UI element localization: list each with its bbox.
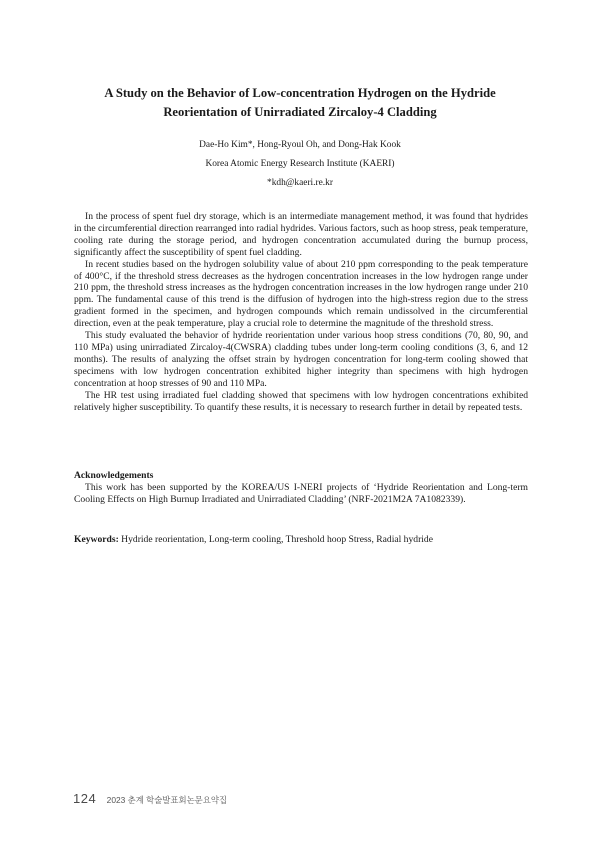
title-line-2: Reorientation of Unirradiated Zircaloy-4 Cladding: [163, 105, 437, 119]
keywords-label: Keywords:: [74, 534, 119, 545]
keywords-line: [74, 534, 528, 546]
body-paragraph-4: The HR test using irradiated fuel cladding showed that specimens with low hydrogen concentrations exhibited relatively higher susceptibility. To quantify these results, it is necessary to research further in detail by repeated tests.: [74, 389, 528, 413]
body-paragraph-2: In recent studies based on the hydrogen solubility value of about 210 ppm corresponding to the peak temperature of 400°C, if the threshold stress decreases as the hydrogen concentration increases in the low hydrogen range under 210 ppm, the threshold stress increases as the hydrogen concentration increases in the low hydrogen range under 210 ppm. The fundamental cause of this trend is the diffusion of hydrogen into the high-stress region due to the stress gradient formed in the specimen, and hydrogen compounds which remain undissolved in the circumferential direction, even at the peak temperature, play a crucial role to determine the magnitude of the threshold stress.: [74, 258, 528, 330]
keywords-text: Hydride reorientation, Long-term cooling, Threshold hoop Stress, Radial hydride: [121, 534, 433, 545]
corresponding-email: *kdh@kaeri.re.kr: [267, 178, 333, 188]
body-paragraph-3: This study evaluated the behavior of hydride reorientation under various hoop stress conditions (70, 80, 90, and 110 MPa) using unirradiated Zircaloy-4(CWSRA) cladding tubes under long-term cooling conditions (3, 6, and 12 months). The results of analyzing the offset strain by hydrogen concentration for long-term cooling showed that specimens with low hydrogen concentration exhibited higher integrity than specimens with high hydrogen concentration at hoop stresses of 90 and 110 MPa.: [74, 330, 528, 389]
title-line-1: A Study on the Behavior of Low-concentration Hydrogen on the Hydride: [104, 86, 496, 100]
author-list: Dae-Ho Kim*, Hong-Ryoul Oh, and Dong-Hak Kook: [199, 140, 401, 150]
publication-name: 2023 춘계 학술발표회논문요약집: [106, 795, 228, 805]
abstract-body: [74, 211, 528, 413]
acknowledgements-text: This work has been supported by the KOREA/US I-NERI projects of ‘Hydride Reorientation and Long-term Cooling Effects on High Burnup Irradiated and Unirradiated Cladding’ (NRF-2021M2A 7A1082339).: [74, 482, 528, 505]
body-paragraph-1: In the process of spent fuel dry storage, which is an intermediate management method, it was found that hydrides in the circumferential direction rearranged into radial hydrides. Various factors, such as hoop stress, peak temperature, cooling rate during the storage period, and hydrogen concentration accumulated during the burnup process, significantly affect the susceptibility of spent fuel cladding.: [74, 211, 528, 258]
acknowledgements-heading: Acknowledgements: [74, 470, 154, 481]
affiliation: Korea Atomic Energy Research Institute (KAERI): [205, 159, 395, 169]
page-footer: [73, 790, 227, 808]
paper-title: [60, 84, 540, 122]
page-number: 124: [73, 791, 97, 806]
